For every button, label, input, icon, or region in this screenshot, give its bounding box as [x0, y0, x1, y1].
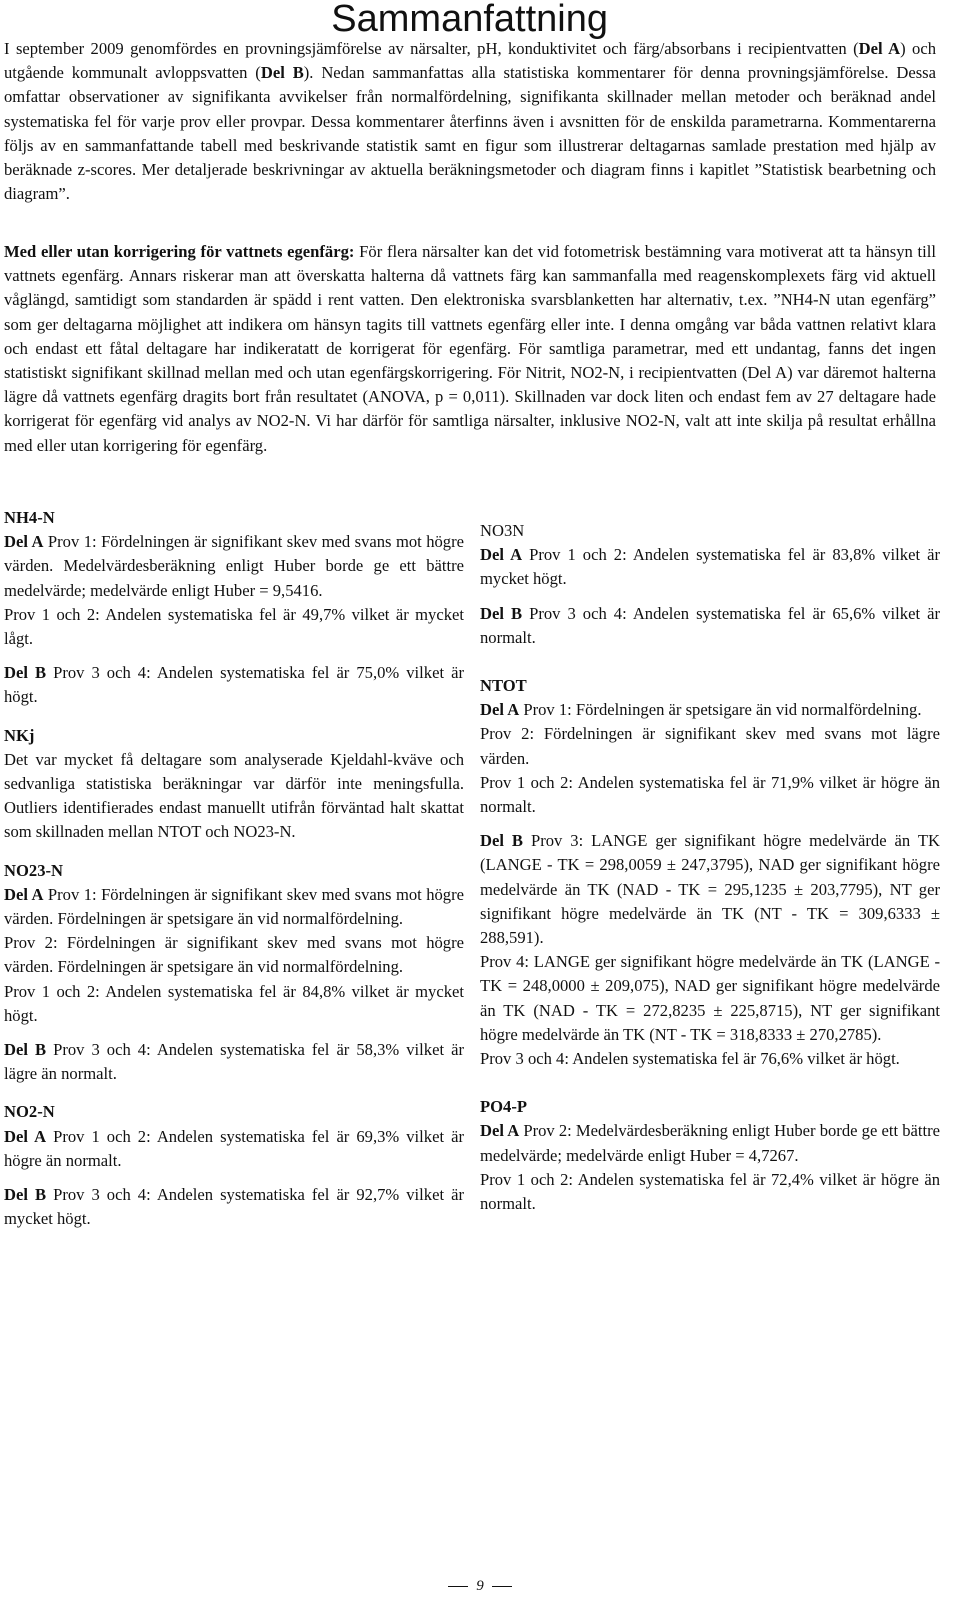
po4-heading: PO4-P	[480, 1097, 528, 1117]
page-title: Sammanfattning	[331, 0, 608, 40]
nkj-heading: NKj	[4, 725, 35, 745]
ntot-del-b-text-2: Prov 4: LANGE ger signifikant högre medelvärde än TK (LANGE - TK = 248,0000 ± 209,075), NAD ger signifikant högre medelvärde än TK (NAD - TK = 272,8235 ± 225,8715), NT ger signifikant högre medelvärde än TK (NT - TK = 318,8333 ± 270,2785).	[480, 952, 940, 1044]
section-po4	[480, 1095, 940, 1216]
po4-del-a	[480, 1119, 940, 1167]
no2-del-a-text: Prov 1 och 2: Andelen systematiska fel är 69,3% vilket är högre än normalt.	[4, 1126, 464, 1170]
nkj-text: Det var mycket få deltagare som analyserade Kjeldahl-kväve och sedvanliga statistiska beräkningar var därför inte meningsfulla. Outliers identifierades endast manuellt utifrån förväntad halt skattat som skillnaden mellan NTOT och NO23-N.	[4, 749, 464, 842]
del-a-label: Del A	[480, 545, 523, 565]
color-correction-body: För flera närsalter kan det vid fotometrisk bestämning vara motiverat att ta hänsyn till vattnets egenfärg. Annars riskerar man att överskatta halterna då vattnets färg kan sammanfalla med reagenskomplexets färg vid aktuell våglängd, samtidigt som standarden är spädd i rent vatten. Den elektroniska svarsblanketten har alternativ, t.ex. ”NH4-N utan egenfärg” som ger deltagarna möjlighet att indikera om hänsyn tagits till vattnets egenfärg eller inte. I denna omgång var båda vattnen relativt klara och endast ett fåtal deltagare har indikeratatt de korrigerat för egenfärg. För samtliga parametrar, med ett undantag, fanns det ingen statistiskt signifikant skillnad mellan med och utan egenfärgskorrigering. För Nitrit, NO2-N, i recipientvatten (Del A) var däremot halterna lägre då vattnets egenfärg dragits bort från resultatet (ANOVA, p = 0,011). Skillnaden var dock liten och endast fem av 27 deltagare hade korrigerat för egenfärg vid analys av NO2-N. Vi har därför för samtliga närsalter, inklusive NO2-N, valt att inte skilja på resultat erhållna med eller utan korrigering för egenfärg.	[4, 242, 936, 455]
no23-del-b-text: Prov 3 och 4: Andelen systematiska fel är 58,3% vilket är lägre än normalt.	[4, 1040, 464, 1084]
del-b-label: Del B	[480, 831, 523, 851]
right-column	[480, 519, 940, 1230]
no2-del-a	[4, 1125, 464, 1173]
no23-del-a-text-2: Prov 2: Fördelningen är signifikant skev med svans mot högre värden. Fördelningen är spetsigare än vid normalfördelning.	[4, 933, 464, 977]
del-b-label: Del B	[4, 663, 47, 683]
no3-del-b-text: Prov 3 och 4: Andelen systematiska fel är 65,6% vilket är normalt.	[480, 603, 940, 647]
nh4-del-b-text: Prov 3 och 4: Andelen systematiska fel är 75,0% vilket är högt.	[4, 663, 464, 707]
del-a-label: Del A	[4, 1126, 47, 1146]
intro-del-b: Del B	[260, 63, 304, 83]
del-a-label: Del A	[4, 532, 44, 552]
no2-heading: NO2-N	[4, 1102, 55, 1122]
no23-del-a-text-3: Prov 1 och 2: Andelen systematiska fel är 84,8% vilket är mycket högt.	[4, 981, 464, 1025]
section-no23	[4, 859, 464, 1087]
intro-text-2: ) och utgående kommunalt avloppsvatten (	[4, 39, 936, 83]
color-correction-paragraph	[4, 240, 936, 458]
footer-dash-left	[448, 1586, 468, 1587]
ntot-del-a	[480, 698, 940, 722]
no3-del-a-text: Prov 1 och 2: Andelen systematiska fel är 83,8% vilket är mycket högt.	[480, 545, 940, 589]
ntot-del-b-text: Prov 3: LANGE ger signifikant högre medelvärde än TK (LANGE - TK = 298,0059 ± 247,3795), NAD ger signifikant högre medelvärde än TK (NAD - TK = 295,1235 ± 203,7795), NT ger signifikant högre medelvärde än TK (NT - TK = 309,6333 ± 288,591).	[480, 831, 940, 948]
no23-del-b	[4, 1038, 464, 1086]
no3-del-a	[480, 543, 940, 591]
nh4-del-a	[4, 530, 464, 603]
no2-del-b	[4, 1183, 464, 1231]
section-ntot	[480, 674, 940, 1071]
del-a-label: Del A	[480, 1121, 520, 1141]
nh4-del-a-text: Prov 1: Fördelningen är signifikant skev med svans mot högre värden. Medelvärdesberäkning enligt Huber borde ge ett bättre medelvärde; medelvärde enligt Huber = 9,5416.	[4, 532, 464, 600]
no23-heading: NO23-N	[4, 860, 63, 880]
po4-del-a-text: Prov 2: Medelvärdesberäkning enligt Huber borde ge ett bättre medelvärde; medelvärde enligt Huber = 4,7267.	[480, 1121, 940, 1165]
section-nh4	[4, 506, 464, 710]
ntot-heading: NTOT	[480, 676, 527, 696]
section-nkj	[4, 724, 464, 845]
ntot-del-b-text-3: Prov 3 och 4: Andelen systematiska fel är 76,6% vilket är högt.	[480, 1049, 900, 1069]
intro-paragraph	[4, 37, 936, 206]
no3-heading: NO3N	[480, 521, 525, 540]
page-number: 9	[476, 1578, 484, 1594]
ntot-del-a-text: Prov 1: Fördelningen är spetsigare än vid normalfördelning.	[519, 700, 922, 720]
intro-text-3: ). Nedan sammanfattas alla statistiska kommentarer för denna provningsjämförelse. Dessa omfattar observationer av signifikanta avvikelser från normalfördelning, signifikanta skillnader mellan metoder och beräknad andel systematiska fel för varje prov eller provpar. Dessa kommentarer återfinns även i avsnitten för de enskilda parametrarna. Kommentarerna följs av en sammanfattande tabell med beskrivande statistik samt en figur som illustrerar deltagarnas samlade prestation med hjälp av beräknade z-scores. Mer detaljerade beskrivningar av aktuella beräkningsmetoder och diagram finns i kapitlet ”Statistisk bearbetning och diagram”.	[4, 63, 936, 204]
del-b-label: Del B	[4, 1185, 47, 1205]
color-correction-heading: Med eller utan korrigering för vattnets egenfärg:	[4, 242, 355, 261]
intro-del-a: Del A	[858, 39, 901, 58]
nh4-heading: NH4-N	[4, 508, 55, 527]
del-a-label: Del A	[480, 700, 520, 720]
left-column	[4, 506, 464, 1245]
no2-del-b-text: Prov 3 och 4: Andelen systematiska fel är 92,7% vilket är mycket högt.	[4, 1185, 464, 1229]
intro-text-1: I september 2009 genomfördes en provningsjämförelse av närsalter, pH, konduktivitet och färg/absorbans i recipientvatten (	[4, 39, 859, 58]
ntot-del-a-text-3: Prov 1 och 2: Andelen systematiska fel är 71,9% vilket är högre än normalt.	[480, 772, 940, 817]
footer-dash-right	[492, 1586, 512, 1587]
no23-del-a-text: Prov 1: Fördelningen är signifikant skev med svans mot högre värden. Fördelningen är spetsigare än vid normalfördelning.	[4, 884, 464, 929]
ntot-del-a-text-2: Prov 2: Fördelningen är signifikant skev med svans mot lägre värden.	[480, 724, 940, 768]
page-footer	[0, 1578, 960, 1595]
del-b-label: Del B	[480, 603, 523, 623]
no23-del-a	[4, 883, 464, 931]
del-b-label: Del B	[4, 1040, 47, 1060]
nh4-del-b	[4, 661, 464, 709]
no3-del-b	[480, 602, 940, 650]
ntot-del-b	[480, 829, 940, 950]
del-a-label: Del A	[4, 884, 44, 904]
po4-del-a-text-2: Prov 1 och 2: Andelen systematiska fel är 72,4% vilket är högre än normalt.	[480, 1169, 940, 1214]
nh4-del-a-text-2: Prov 1 och 2: Andelen systematiska fel är 49,7% vilket är mycket lågt.	[4, 604, 464, 649]
section-no2	[4, 1100, 464, 1231]
section-no3	[480, 519, 940, 650]
